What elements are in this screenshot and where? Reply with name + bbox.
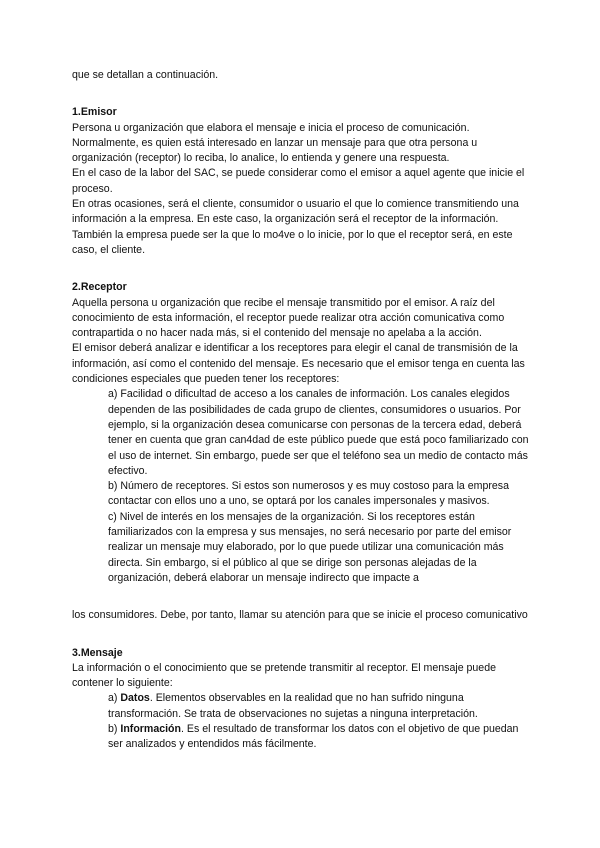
intro-line: que se detallan a continuación. xyxy=(72,69,219,81)
paragraph: En otras ocasiones, será el cliente, consumidor o usuario el que lo comience transmitiendo una información a la empresa. En este caso, la organización será el receptor de la información. También la empresa puede ser la que lo mo4ve o lo inicie, por lo que el receptor será, en este caso, el cliente. xyxy=(72,198,519,256)
paragraph-continuation: los consumidores. Debe, por tanto, llamar su atención para que se inicie el proceso comunicativo xyxy=(72,609,528,622)
list-item-term: Información xyxy=(120,722,181,735)
list-item-term: Datos xyxy=(120,692,150,705)
list-item-prefix: a) xyxy=(108,692,121,705)
paragraph: La información o el conocimiento que se pretende transmitir al receptor. El mensaje puede contener lo siguiente: xyxy=(72,661,496,690)
section-heading-receptor: 2.Receptor xyxy=(72,281,127,294)
paragraph: Persona u organización que elabora el mensaje e inicia el proceso de comunicación. Normalmente, es quien está interesado en lanzar un mensaje para que otra persona u organización (receptor) lo reciba, lo analice, lo entienda y genere una respuesta. xyxy=(72,121,478,165)
list-item-prefix: b) xyxy=(108,722,121,735)
section-heading-emisor: 1.Emisor xyxy=(72,106,117,119)
list-item: a) Facilidad o dificultad de acceso a los canales de información. Los canales elegidos dependen de las posibilidades de cada grupo de clientes, consumidores o usuarios. Por ejemplo, si la organización desea comunicarse con personas de la tercera edad, deberá tener en cuenta que gran can4dad de este público puede que está poco familiarizado con el uso de internet. Sin embargo, puede ser que el teléfono sea un medio de contacto más efectivo. xyxy=(108,388,529,477)
list-item: b) Número de receptores. Si estos son numerosos y es muy costoso para la empresa contactar con ellos uno a uno, se optará por los canales impersonales y masivos. xyxy=(108,480,509,508)
list-item xyxy=(72,691,532,722)
section-heading-mensaje: 3.Mensaje xyxy=(72,646,123,659)
list-item: c) Nivel de interés en los mensajes de la organización. Si los receptores están familiarizados con la empresa y sus mensajes, no será necesario por parte del emisor realizar un mensaje muy elaborado, por lo que puede utilizar una comunicación más directa. Sin embargo, si el público al que se dirige son personas alejadas de la organización, deberá elaborar un mensaje indirecto que impacte a xyxy=(108,510,512,584)
paragraph: Aquella persona u organización que recibe el mensaje transmitido por el emisor. A raíz del conocimiento de esta información, el receptor puede realizar otra acción comunicativa como contrapartida o no hacer nada más, si el contenido del mensaje no apelaba a la acción. xyxy=(72,296,505,340)
list-item-text: . Es el resultado de transformar los datos con el objetivo de que puedan ser analizados y entendidos más fácilmente. xyxy=(108,722,519,751)
list-item-text: . Elementos observables en la realidad que no han sufrido ninguna transformación. Se trata de observaciones no sujetas a ninguna interpretación. xyxy=(108,692,478,720)
document-body xyxy=(72,68,532,753)
paragraph: El emisor deberá analizar e identificar a los receptores para elegir el canal de transmisión de la información, así como el contenido del mensaje. Es necesario que el emisor tenga en cuenta las condiciones especiales que pueden tener los receptores: xyxy=(72,342,525,386)
paragraph: En el caso de la labor del SAC, se puede considerar como el emisor a aquel agente que inicie el proceso. xyxy=(72,167,525,195)
list-item xyxy=(72,722,532,753)
